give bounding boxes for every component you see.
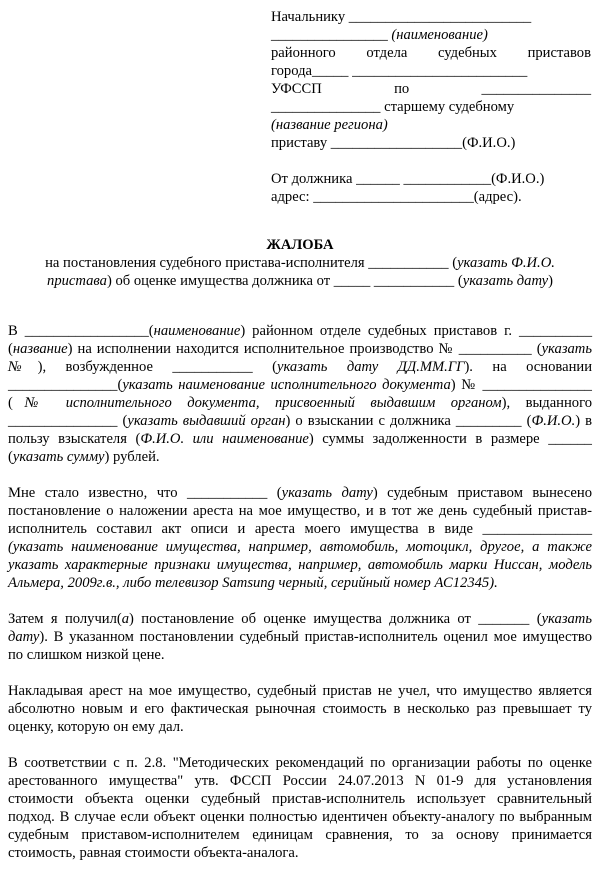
text-run: ). на основании _______________( [8, 359, 593, 393]
italic-run: указать № [8, 341, 592, 375]
title-subline-2-italic-a: пристава [47, 273, 107, 289]
text-run: ) суммы задолженности в размере ______ ( [8, 431, 592, 465]
text-run: ) в пользу взыскателя ( [8, 413, 593, 447]
document-title: ЖАЛОБА [266, 237, 334, 253]
paragraph-market-value [8, 682, 592, 736]
text-run: Мне стало известно, что ___________ ( [8, 485, 282, 501]
header-line-1: Начальнику _________________________ [271, 9, 532, 25]
addressee-block [271, 8, 591, 206]
text-run: ). В указанном постановлении судебный пристав-исполнитель оценил мое имущество по слишком низкой цене. [8, 629, 592, 663]
header-line-5: УФССП по _______________ [271, 81, 591, 97]
text-run: ) судебным приставом вынесено постановление о наложении ареста на мое имущество, и в тот же день судебный пристав-исполнитель составил акт описи и ареста моего имущества в виде _______________ [8, 485, 592, 537]
header-line-6: _______________ старшему судебному [271, 99, 515, 115]
header-line-2: ________________ (наименование) [271, 27, 488, 43]
text-run: ) районном отделе судебных приставов г. __________ ( [8, 323, 592, 357]
header-spacer [271, 152, 591, 170]
header-line-4: города_____ ________________________ [271, 63, 528, 79]
paragraph-arrest [8, 484, 592, 592]
text-run: ) рублей. [104, 449, 160, 465]
paragraph-valuation [8, 610, 592, 664]
italic-run: указать выдавший орган [127, 413, 286, 429]
text-run: ), выданного _______________ ( [8, 395, 593, 429]
title-subline-2 [8, 272, 592, 290]
header-line-3: районного отдела судебных приставов [271, 45, 591, 61]
paragraph-methodology [8, 754, 592, 862]
document-title-block [8, 236, 592, 290]
italic-run: указать сумму [12, 449, 105, 465]
title-subline-1-italic: указать Ф.И.О. [457, 255, 555, 271]
title-subline-2-italic-b: указать дату [462, 273, 549, 289]
header-line-10: От должника ______ ____________(Ф.И.О.) [271, 171, 545, 187]
text-run: В соответствии с п. 2.8. "Методических рекомендаций по организации работы по оценке арестованного имущества" утв. ФССП России 24.07.2013 N 01-9 для установления стоимости объекта оценки судебный пристав-исполнитель использует сравнительный подход. В случае если объект оценки полностью идентичен объекту-аналогу по выбранным судебным приставом-исполнителем единицам сравнения, то за основу принимается стоимость, равная стоимости объекта-аналога. [8, 755, 592, 861]
italic-run: наименование [153, 323, 241, 339]
complaint-body [8, 322, 592, 880]
header-line-8: приставу __________________(Ф.И.О.) [271, 135, 516, 151]
text-run: Накладывая арест на мое имущество, судебный пристав не учел, что имущество является абсолютно новым и его фактическая рыночная стоимость в несколько раз превышает ту оценку, которую он ему дал. [8, 683, 592, 735]
italic-run: а [121, 611, 130, 627]
title-subline-1 [8, 254, 592, 272]
text-run: В _________________( [8, 323, 154, 339]
italic-run: Ф.И.О. [531, 413, 576, 429]
italic-run: (указать наименование имущества, например, автомобиль, мотоцикл, другое, а также указать характерные признаки имущества, например, автомобиль марки Ниссан, модель Альмера, 2009г.в., либо телевизор Samsung черный, серийный номер АС12345). [8, 539, 592, 591]
header-line-11: адрес: ______________________(адрес). [271, 189, 522, 205]
paragraph-case-details [8, 322, 592, 466]
header-line-7: (название региона) [271, 117, 388, 133]
title-subline-1-text: на постановления судебного пристава-исполнителя ___________ ( [45, 255, 458, 271]
italic-run: указать дату ДД.ММ.ГГ [276, 359, 465, 375]
title-subline-2-text: ) об оценке имущества должника от _____ ___________ ( [106, 273, 463, 289]
italic-run: название [12, 341, 68, 357]
italic-run: указать дату [8, 611, 592, 645]
text-run: ) о взыскании с должника _________ ( [285, 413, 532, 429]
text-run: ) постановление об оценке имущества должника от _______ ( [129, 611, 542, 627]
italic-run: Ф.И.О. или наименование [140, 431, 309, 447]
text-run: ), возбужденное ___________ ( [37, 359, 277, 375]
text-run: ) № _______________ ( [8, 377, 592, 411]
italic-run: указать наименование исполнительного документа [122, 377, 451, 393]
title-subline-2-close: ) [548, 273, 553, 289]
text-run: ) на исполнении находится исполнительное производство № __________ ( [67, 341, 542, 357]
italic-run: указать дату [281, 485, 373, 501]
italic-run: № исполнительного документа, присвоенный выдавшим органом [12, 395, 502, 411]
text-run: Затем я получил( [8, 611, 122, 627]
